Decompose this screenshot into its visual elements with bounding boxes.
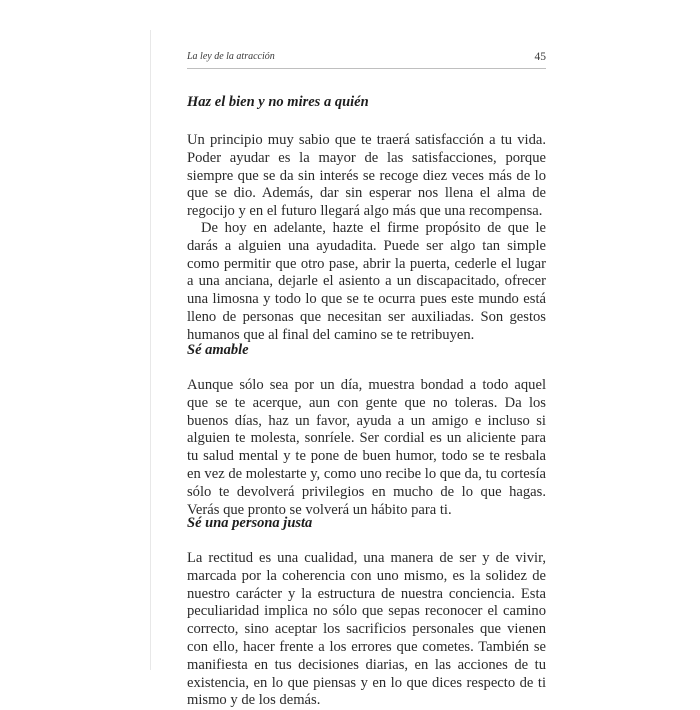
section-heading-haz-el-bien: Haz el bien y no mires a quién [187,94,369,110]
page-gutter-line [150,30,151,670]
paragraph: Aunque sólo sea por un día, muestra bondad a todo aquel que se te acerque, aun con gente que no toleras. Da los buenos días, haz un favor, ayuda a un amigo e incluso si alguien te molesta, sonríele. Ser cordial es un aliciente para tu salud mental y te pone de buen humor, todo se te resbala en vez de molestarte y, como uno recibe lo que da, tu cortesía sólo te devolverá privilegios en mucho de lo que hagas. Verás que pronto se volverá un hábito para ti. [187,377,546,518]
section-heading-se-una-persona-justa: Sé una persona justa [187,515,313,531]
running-title: La ley de la atracción [187,51,275,62]
section-heading-se-amable: Sé amable [187,342,249,358]
running-header [187,51,546,65]
paragraph: La rectitud es una cualidad, una manera de ser y de vivir, marcada por la coherencia con uno mismo, es la solidez de nuestro carácter y la estructura de nuestra conciencia. Esta peculiaridad implica no sólo que sepas reconocer el camino correcto, sino aceptar los sacrificios personales que vienen con ello, hacer frente a los errores que cometes. También se manifiesta en tus decisiones diarias, en las acciones de tu existencia, en lo que piensas y en lo que dices respecto de ti mismo y de los demás. [187,550,546,709]
paragraph: De hoy en adelante, hazte el firme propósito de que le darás a alguien una ayudadita. Puede ser algo tan simple como permitir que otro pase, abrir la puerta, cederle el lugar a una anciana, dejarle el asiento a un discapacitado, ofrecer una limosna y todo lo que se te ocurra pues este mundo está lleno de personas que necesitan ser auxiliadas. Son gestos humanos que al final del camino se te retribuyen. [187,220,546,343]
page-number: 45 [534,51,546,63]
header-rule [187,68,546,69]
paragraph: Un principio muy sabio que te traerá satisfacción a tu vida. Poder ayudar es la mayor de las satisfacciones, porque siempre que se da sin interés se recoge diez veces más de lo que se dio. Además, dar sin esperar nos llena el alma de regocijo y en el futuro llegará algo más que una recompensa. [187,132,546,220]
